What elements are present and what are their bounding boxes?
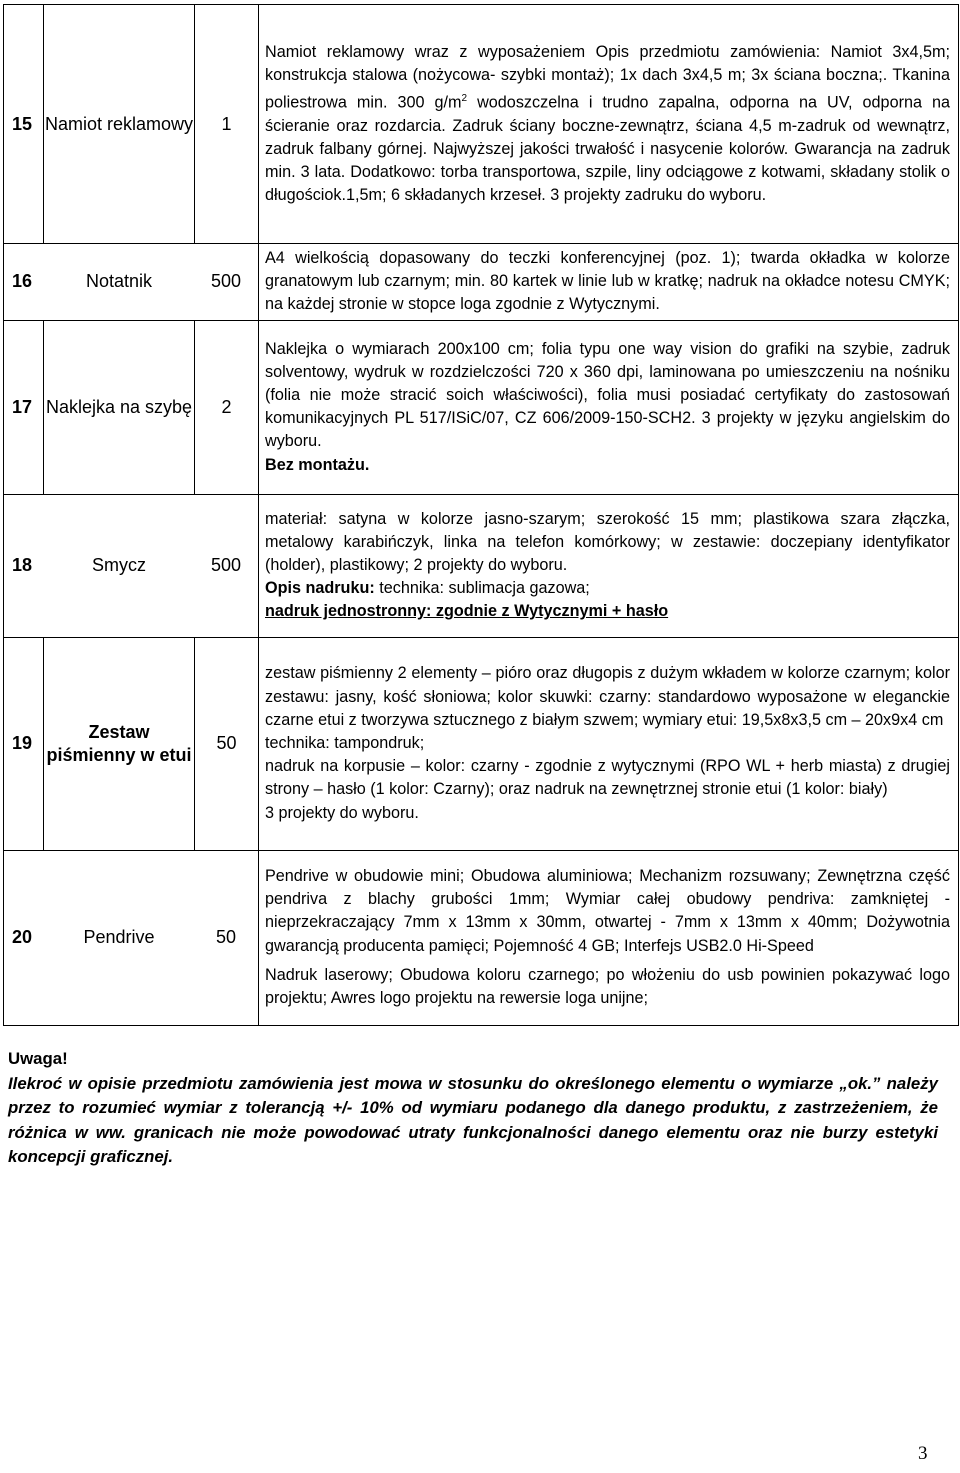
table-row [4, 637, 959, 850]
item-description [259, 494, 959, 637]
row-number: 19 [4, 637, 44, 850]
note-block [8, 1047, 938, 1170]
item-quantity: 500 [210, 271, 242, 292]
item-name: Smycz [92, 555, 146, 576]
description-line: technika: tampondruk; [265, 734, 425, 752]
description-text: Pendrive w obudowie mini; Obudowa aluminiowa; Mechanizm rozsuwany; Zewnętrzna część pendriva z blachy grubości 1mm; Wymiar całej obudowy pendriva: zamkniętej - nieprzekraczający 7mm x 13mm x 30mm, otwartej - 7mm x 13mm x 40mm; Dożywotnia gwarancją producenta pamięci; Pojemność 4 GB; Interfejs USB2.0 Hi-Speed [265, 867, 950, 955]
description-text: Namiot reklamowy wraz z wyposażeniem Opis przedmiotu zamówienia: Namiot 3x4,5m; konstrukcja stalowa (nożycowa- szybki montaż); 1x dach 3x4,5 m; 3x ściana boczna;. Tkanina poliestrowa min. 300 g/m [265, 42, 950, 112]
superscript: 2 [461, 93, 468, 104]
note-title: Uwaga! [8, 1049, 68, 1068]
description-line: zestaw piśmienny 2 elementy – pióro oraz długopis z dużym wkładem w kolorze czarnym; kolor zestawu: jasny, kość słoniowa; kolor skuwki: czarny: standardowo wyposażone w eleganckie czarne etui z tworzywa sztucznego z białym szwem; wymiary etui: 19,5x8x3,5 cm – 20x9x4 cm [265, 664, 950, 729]
item-description [259, 5, 959, 244]
description-text-cont: wodoszczelna i trudno zapalna, odporna na UV, odporna na ścieranie oraz rozdarcia. Zadruk ściany boczne-zewnątrz, ściana 4,5 m-zadruk od wewnątrz, zadruk falbany górnej. Najwyższej jakości trwałość i nasycenie kolorów. Gwarancja na zadruk min. 3 lata. Dodatkowo: torba transportowa, szpile, liny odciągowe z kotwami, składany stolik o długościok.1,5m; 6 składanych krzeseł. 3 projekty zadruku do wyboru. [265, 93, 950, 205]
item-name: Pendrive [83, 927, 155, 948]
description-bold-note: Bez montażu. [265, 455, 370, 474]
page-number: 3 [918, 1443, 928, 1464]
table-row [4, 5, 959, 244]
table-row [4, 494, 959, 637]
item-quantity: 1 [195, 5, 259, 244]
description-label-text: technika: sublimacja gazowa; [374, 579, 590, 598]
description-text: Naklejka o wymiarach 200x100 cm; folia typu one way vision do grafiki na szybie, zadruk solventowy, wydruk w rozdzielczości 720 x 360 dpi, laminowana po umieszczeniu na nośniku (folia nie może stracić soich właściwości), folia musi posiadać certyfikaty do zastosowań komunikacyjnych PL 517/ISiC/07, CZ 606/2009-150-SCH2. 3 projekty w języku angielskim do wyboru. [265, 339, 950, 451]
row-number: 18 [12, 555, 33, 576]
item-summary-cell [4, 494, 259, 637]
item-name: Notatnik [85, 271, 153, 292]
description-label: Opis nadruku: [265, 579, 375, 598]
item-summary-cell [4, 244, 259, 321]
item-quantity: 2 [195, 320, 259, 494]
description-line: 3 projekty do wyboru. [265, 803, 419, 822]
item-description [259, 320, 959, 494]
table-row [4, 320, 959, 494]
item-summary-cell [4, 850, 259, 1025]
item-quantity: 50 [195, 637, 259, 850]
spec-table [3, 4, 959, 1026]
row-number: 16 [12, 271, 33, 292]
description-text: materiał: satyna w kolorze jasno-szarym; szerokość 15 mm; plastikowa szara złączka, metalowy karabińczyk, linka na telefon komórkowy; w zestawie: doczepiany identyfikator (holder), plastikowy; 2 projekty do wyboru. [265, 509, 950, 574]
item-quantity: 500 [210, 555, 242, 576]
item-name: Zestaw piśmienny w etui [44, 637, 195, 850]
item-name: Namiot reklamowy [44, 5, 195, 244]
item-description [259, 637, 959, 850]
description-line: nadruk na korpusie – kolor: czarny - zgodnie z wytycznymi (RPO WL + herb miasta) z drugiej strony – hasło (1 kolor: Czarny); oraz nadruk na zewnętrznej stronie etui (1 kolor: biały) [265, 757, 950, 799]
table-row [4, 850, 959, 1025]
table-row [4, 244, 959, 321]
item-name: Naklejka na szybę [44, 320, 195, 494]
row-number: 17 [4, 320, 44, 494]
description-text: A4 wielkością dopasowany do teczki konferencyjnej (poz. 1); twarda okładka w kolorze granatowym lub czarnym; min. 80 kartek w linie lub w kratkę; nadruk na okładce notesu CMYK; na każdej stronie w stopce loga zgodnie z Wytycznymi. [265, 249, 950, 314]
description-underlined: nadruk jednostronny: zgodnie z Wytycznymi + hasło [265, 602, 669, 621]
description-text-2: Nadruk laserowy; Obudowa koloru czarnego; po włożeniu do usb powinien pokazywać logo projektu; Awres logo projektu na rewersie loga unijne; [265, 965, 950, 1008]
item-description [259, 244, 959, 321]
row-number: 15 [4, 5, 44, 244]
note-text: Ilekroć w opisie przedmiotu zamówienia jest mowa w stosunku do określonego elementu o wymiarze „ok.” należy przez to rozumieć wymiar z tolerancją +/- 10% od wymiaru podanego dla danego produktu, z zastrzeżeniem, że różnica w ww. granicach nie może powodować utraty funkcjonalności danego elementu oraz nie burzy estetyki koncepcji graficznej. [8, 1073, 938, 1167]
item-description [259, 850, 959, 1025]
row-number: 20 [12, 927, 33, 948]
item-quantity: 50 [215, 927, 237, 948]
